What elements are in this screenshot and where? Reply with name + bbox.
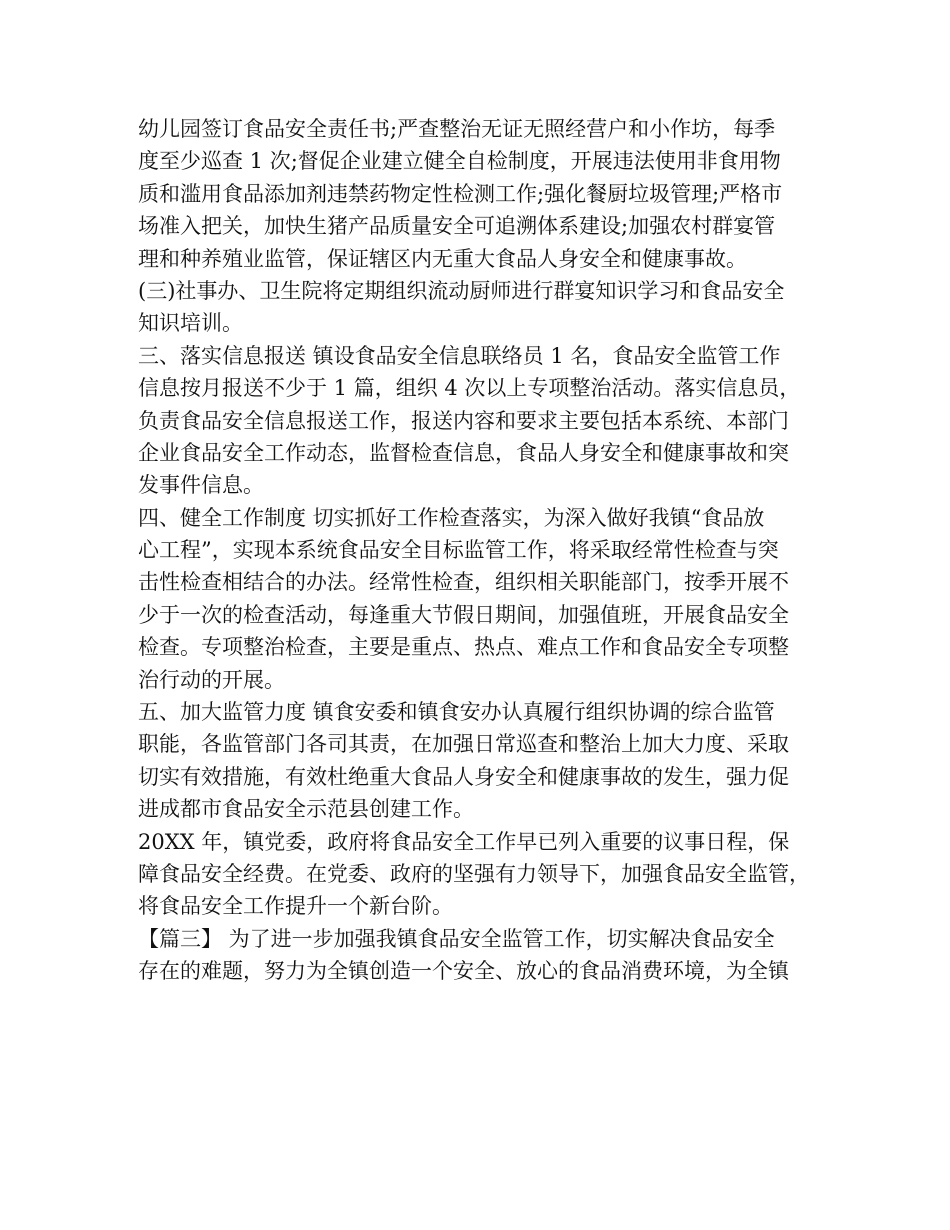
text-line: 检查。专项整治检查，主要是重点、热点、难点工作和食品安全专项整 <box>138 635 789 660</box>
text-line: 治行动的开展。 <box>138 667 285 692</box>
text-line: 度至少巡查 1 次;督促企业建立健全自检制度，开展违法使用非食用物 <box>138 149 781 174</box>
text-line: 击性检查相结合的办法。经常性检查，组织相关职能部门，按季开展不 <box>138 570 789 595</box>
text-line: 发事件信息。 <box>138 473 264 498</box>
text-line: 将食品安全工作提升一个新台阶。 <box>138 894 453 919</box>
text-line: 场准入把关，加快生猪产品质量安全可追溯体系建设;加强农村群宴管 <box>138 214 776 239</box>
text-line: 幼儿园签订食品安全责任书;严查整治无证无照经营户和小作坊，每季 <box>138 117 776 141</box>
text-line: 职能，各监管部门各司其责，在加强日常巡查和整治上加大力度、采取 <box>138 732 789 757</box>
text-line: 知识培训。 <box>138 311 243 336</box>
text-line: 四、健全工作制度 切实抓好工作检查落实，为深入做好我镇“食品放 <box>138 505 765 530</box>
text-line: 三、落实信息报送 镇设食品安全信息联络员 1 名，食品安全监管工作 <box>138 343 781 368</box>
text-line: 切实有效措施，有效杜绝重大食品人身安全和健康事故的发生，强力促 <box>138 764 789 789</box>
text-line: 心工程”，实现本系统食品安全目标监管工作，将采取经常性检查与突 <box>138 538 779 563</box>
text-line: 障食品安全经费。在党委、政府的坚强有力领导下，加强食品安全监管， <box>138 861 810 886</box>
text-line: 20XX 年，镇党委，政府将食品安全工作早已列入重要的议事日程，保 <box>138 829 790 854</box>
text-line: (三)社事办、卫生院将定期组织流动厨师进行群宴知识学习和食品安全 <box>138 278 785 303</box>
text-line: 企业食品安全工作动态，监督检查信息，食品人身安全和健康事故和突 <box>138 440 789 465</box>
text-line: 质和滥用食品添加剂违禁药物定性检测工作;强化餐厨垃圾管理;严格市 <box>138 181 783 206</box>
text-line: 【篇三】 为了进一步加强我镇食品安全监管工作，切实解决食品安全 <box>138 926 775 951</box>
text-line: 信息按月报送不少于 1 篇，组织 4 次以上专项整治活动。落实信息员， <box>138 376 801 401</box>
text-line: 少于一次的检查活动，每逢重大节假日期间，加强值班，开展食品安全 <box>138 602 789 627</box>
text-line: 五、加大监管力度 镇食安委和镇食安办认真履行组织协调的综合监管 <box>138 700 775 725</box>
document-body <box>138 113 818 988</box>
text-line: 进成都市食品安全示范县创建工作。 <box>138 797 474 822</box>
text-line: 负责食品安全信息报送工作，报送内容和要求主要包括本系统、本部门 <box>138 408 789 433</box>
text-line: 存在的难题，努力为全镇创造一个安全、放心的食品消费环境，为全镇 <box>138 959 789 984</box>
text-line: 理和种养殖业监管，保证辖区内无重大食品人身安全和健康事故。 <box>138 246 747 271</box>
